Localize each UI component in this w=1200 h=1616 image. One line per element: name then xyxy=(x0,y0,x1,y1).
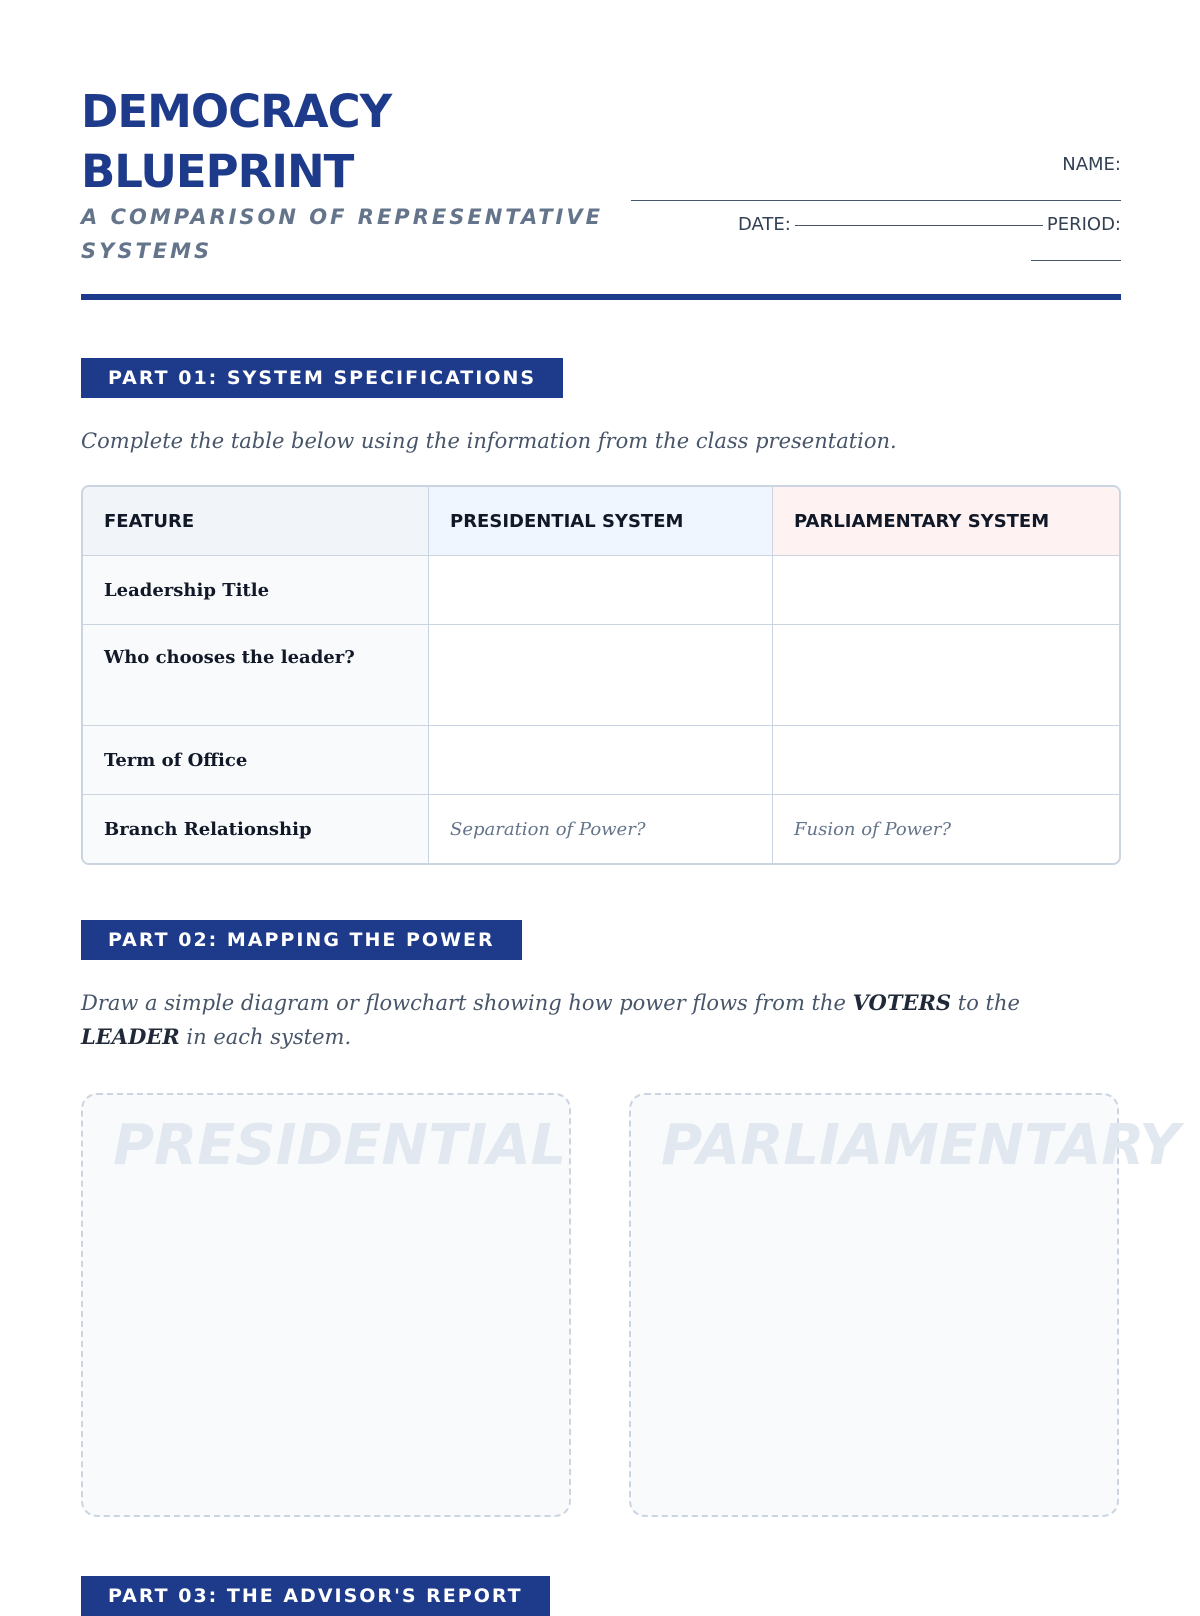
period-field-line[interactable] xyxy=(1031,260,1121,261)
row-label-who-chooses-leader: Who chooses the leader? xyxy=(83,625,428,725)
part-01-instruction: Complete the table below using the information from the class presentation. xyxy=(81,429,897,453)
row-label-branch-relationship: Branch Relationship xyxy=(83,795,428,863)
student-info-fields xyxy=(631,150,1121,262)
part-02-heading: PART 02: MAPPING THE POWER xyxy=(81,920,522,960)
instruction-voters: VOTERS xyxy=(852,990,952,1015)
answer-cell-parliamentary-leadership-title[interactable] xyxy=(772,556,1119,624)
column-header-parliamentary: PARLIAMENTARY SYSTEM xyxy=(772,487,1119,555)
presidential-drawing-area[interactable] xyxy=(81,1093,571,1517)
period-label: PERIOD: xyxy=(1046,214,1121,235)
table-row xyxy=(83,794,1119,863)
system-specifications-table xyxy=(81,485,1121,865)
date-period-row xyxy=(738,214,1121,235)
table-row xyxy=(83,725,1119,794)
row-label-term-of-office: Term of Office xyxy=(83,726,428,794)
parliamentary-watermark: PARLIAMENTARY xyxy=(661,1113,1180,1178)
parliamentary-drawing-area[interactable] xyxy=(629,1093,1180,1517)
instruction-leader: LEADER xyxy=(81,1024,180,1049)
table-header-row xyxy=(83,487,1119,555)
name-label: NAME: xyxy=(1062,154,1121,175)
header-divider xyxy=(81,294,1121,300)
answer-cell-presidential-leadership-title[interactable] xyxy=(428,556,772,624)
worksheet-page xyxy=(81,0,1180,1607)
part-01-heading: PART 01: SYSTEM SPECIFICATIONS xyxy=(81,358,563,398)
column-header-presidential: PRESIDENTIAL SYSTEM xyxy=(428,487,772,555)
name-field-line[interactable] xyxy=(631,200,1121,201)
title-line-1: DEMOCRACY xyxy=(81,85,392,138)
answer-cell-parliamentary-term[interactable] xyxy=(772,726,1119,794)
page-subtitle: A COMPARISON OF REPRESENTATIVE SYSTEMS xyxy=(81,205,603,263)
table-row xyxy=(83,555,1119,624)
answer-cell-presidential-term[interactable] xyxy=(428,726,772,794)
row-label-leadership-title: Leadership Title xyxy=(83,556,428,624)
instruction-text-3: in each system. xyxy=(179,1025,352,1049)
table-row xyxy=(83,624,1119,725)
page-title xyxy=(81,82,391,202)
part-02-instruction xyxy=(81,986,1121,1054)
answer-cell-presidential-who-chooses[interactable] xyxy=(428,625,772,725)
instruction-text-2: to the xyxy=(951,991,1020,1015)
answer-cell-presidential-branch-hint[interactable]: Separation of Power? xyxy=(428,795,772,863)
presidential-watermark: PRESIDENTIAL xyxy=(113,1113,567,1178)
part-03-heading: PART 03: THE ADVISOR'S REPORT xyxy=(81,1576,550,1616)
answer-cell-parliamentary-who-chooses[interactable] xyxy=(772,625,1119,725)
date-field-line[interactable] xyxy=(795,225,1043,226)
date-label: DATE: xyxy=(737,214,791,235)
column-header-feature: FEATURE xyxy=(83,487,428,555)
title-line-2: BLUEPRINT xyxy=(81,145,354,198)
instruction-text-1: Draw a simple diagram or flowchart showing how power flows from the xyxy=(81,991,853,1015)
answer-cell-parliamentary-branch-hint[interactable]: Fusion of Power? xyxy=(772,795,1119,863)
